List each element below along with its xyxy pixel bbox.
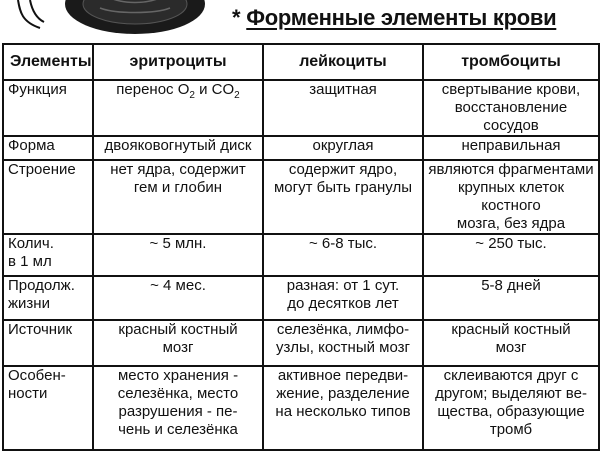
table-cell (93, 80, 263, 136)
table-cell: активное передви- жение, разделение на несколько типов (263, 366, 423, 450)
table-cell: двояковогнутый диск (93, 136, 263, 160)
table-cell: свертывание крови, восстановление сосудов (423, 80, 599, 136)
transport-formula: перенос $O_2$ и $CO_2$ (116, 81, 240, 101)
table-cell: содержит ядро, могут быть гранулы (263, 160, 423, 234)
table-cell: ~ 4 мес. (93, 276, 263, 320)
table-cell: разная: от 1 сут. до десятков лет (263, 276, 423, 320)
row-label-shape: Форма (3, 136, 93, 160)
table-row (3, 80, 599, 136)
header-thrombocytes: тромбоциты (423, 44, 599, 80)
table-cell: красный костный мозг (423, 320, 599, 366)
page-title (232, 5, 556, 31)
table-cell: ~ 5 млн. (93, 234, 263, 276)
table-row (3, 366, 599, 450)
row-label-structure: Строение (3, 160, 93, 234)
blood-elements-table (2, 43, 600, 451)
table-row (3, 320, 599, 366)
table-cell: ~ 6-8 тыс. (263, 234, 423, 276)
table-cell: 5-8 дней (423, 276, 599, 320)
blood-cell-drawing (0, 0, 230, 42)
title-text: Форменные элементы крови (246, 5, 557, 30)
table-cell: защитная (263, 80, 423, 136)
row-label-source: Источник (3, 320, 93, 366)
table-cell: неправильная (423, 136, 599, 160)
table-cell: склеиваются друг с другом; выделяют ве- щества, образующие тромб (423, 366, 599, 450)
header-erythrocytes: эритроциты (93, 44, 263, 80)
table-cell: нет ядра, содержит гем и глобин (93, 160, 263, 234)
table-cell: ~ 250 тыс. (423, 234, 599, 276)
table-cell: место хранения - селезёнка, место разрушения - пе- чень и селезёнка (93, 366, 263, 450)
table-cell: селезёнка, лимфо- узлы, костный мозг (263, 320, 423, 366)
header-elements: Элементы (3, 44, 93, 80)
header-leukocytes: лейкоциты (263, 44, 423, 80)
table-cell: являются фрагментами крупных клеток костного мозга, без ядра (423, 160, 599, 234)
row-label-function: Функция (3, 80, 93, 136)
title-marker: * (232, 5, 241, 30)
table-cell: красный костный мозг (93, 320, 263, 366)
table-row (3, 160, 599, 234)
header-row (3, 44, 599, 80)
row-label-count: Колич. в 1 мл (3, 234, 93, 276)
table-cell: округлая (263, 136, 423, 160)
table-row (3, 234, 599, 276)
table-row (3, 136, 599, 160)
table-row (3, 276, 599, 320)
row-label-lifespan: Продолж. жизни (3, 276, 93, 320)
row-label-features: Особен- ности (3, 366, 93, 450)
